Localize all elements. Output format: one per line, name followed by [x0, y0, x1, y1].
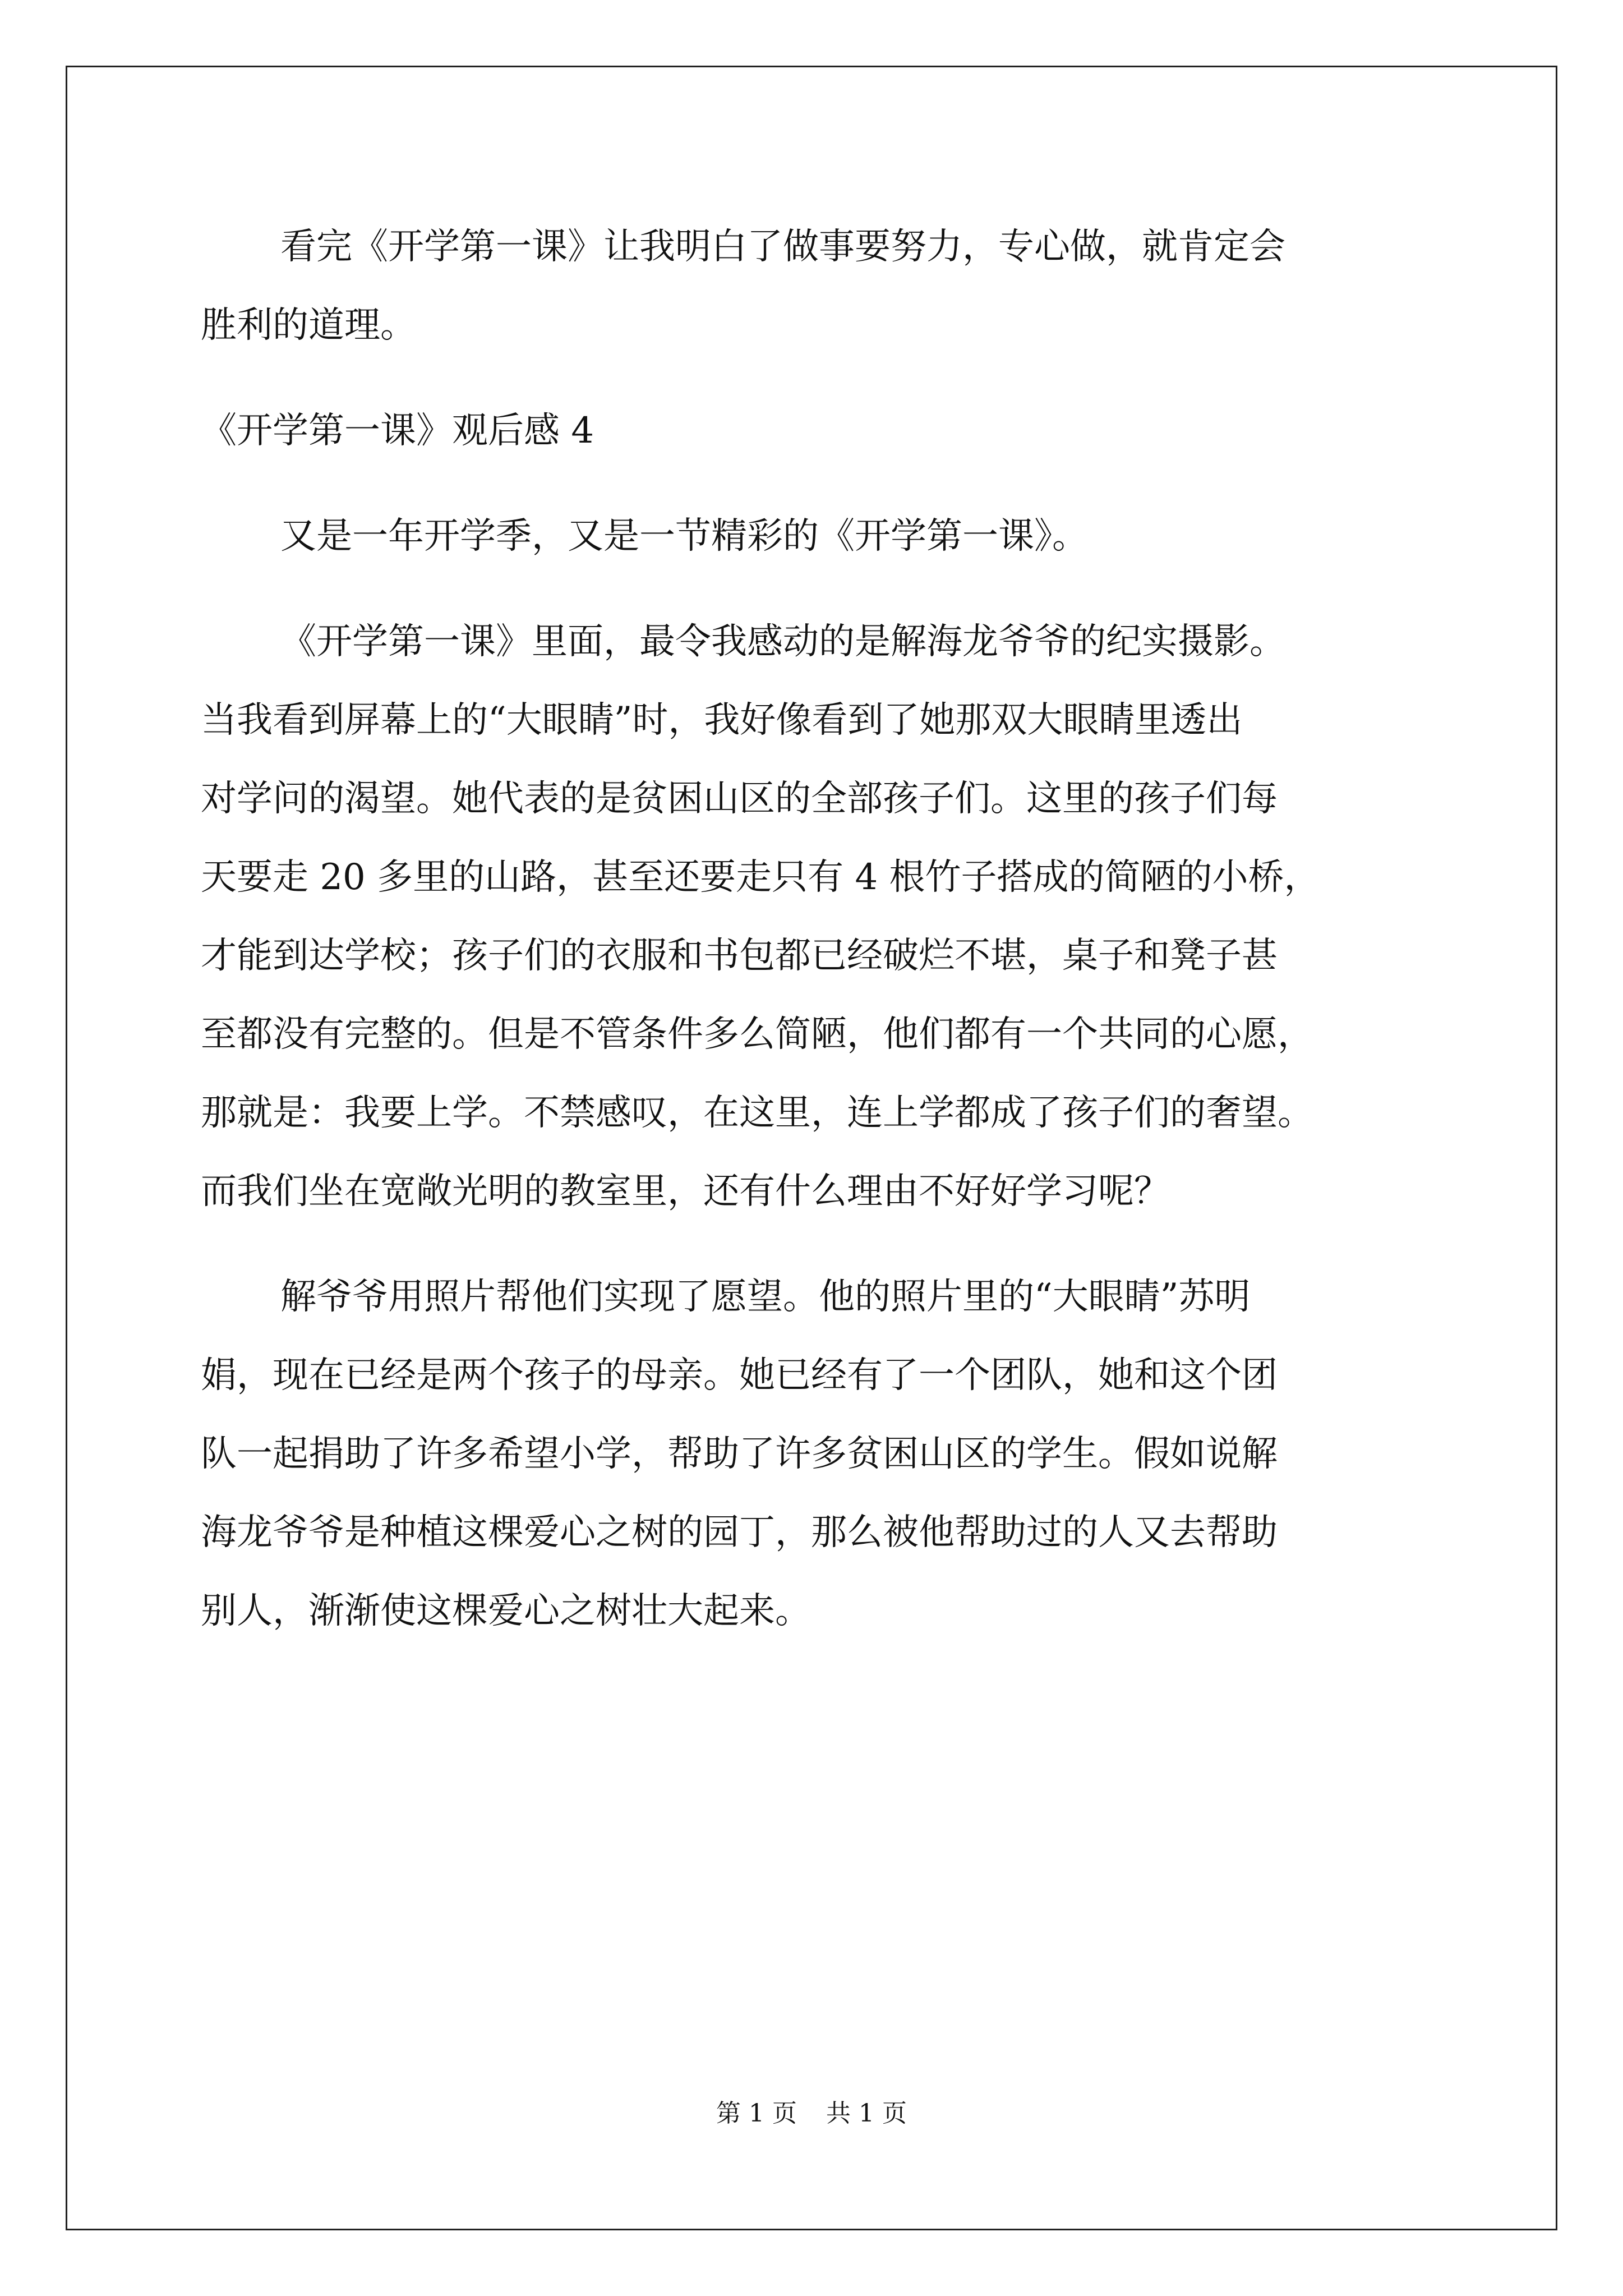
paragraph-line: 看完《开学第一课》让我明白了做事要努力，专心做，就肯定会 — [280, 226, 1285, 268]
paragraph-line: 对学问的渴望。她代表的是贫困山区的全部孩子们。这里的孩子们每 — [201, 778, 1278, 820]
paragraph-line: 海龙爷爷是种植这棵爱心之树的园丁，那么被他帮助过的人又去帮助 — [201, 1512, 1278, 1553]
paragraph-line: 队一起捐助了许多希望小学，帮助了许多贫困山区的学生。假如说解 — [201, 1433, 1278, 1475]
paragraph-line: 胜利的道理。 — [201, 305, 416, 346]
paragraph-line: 至都没有完整的。但是不管条件多么简陋，他们都有一个共同的心愿， — [201, 1014, 1313, 1055]
page-number: 第 1 页 — [716, 2099, 797, 2128]
paragraph-line: 才能到达学校；孩子们的衣服和书包都已经破烂不堪，桌子和凳子甚 — [201, 935, 1278, 977]
paragraph-line: 又是一年开学季，又是一节精彩的《开学第一课》。 — [280, 516, 1088, 557]
paragraph-line: 而我们坐在宽敞光明的教室里，还有什么理由不好好学习呢？ — [201, 1171, 1170, 1212]
document-body — [201, 208, 1451, 1650]
paragraph-line: 天要走 20 多里的山路，甚至还要走只有 4 根竹子搭成的简陋的小桥， — [201, 857, 1320, 898]
paragraph-line: 别人，渐渐使这棵爱心之树壮大起来。 — [201, 1590, 811, 1632]
page-footer — [0, 2097, 1623, 2131]
paragraph-line: 那就是：我要上学。不禁感叹，在这里，连上学都成了孩子们的奢望。 — [201, 1092, 1313, 1134]
paragraph-line: 当我看到屏幕上的“大眼睛”时，我好像看到了她那双大眼睛里透出 — [201, 700, 1243, 741]
page-total: 共 1 页 — [826, 2099, 907, 2128]
section-heading: 《开学第一课》观后感 4 — [201, 410, 594, 452]
paragraph-line: 娟，现在已经是两个孩子的母亲。她已经有了一个团队，她和这个团 — [201, 1355, 1278, 1396]
paragraph-line: 解爷爷用照片帮他们实现了愿望。他的照片里的“大眼睛”苏明 — [280, 1276, 1251, 1318]
paragraph-line: 《开学第一课》里面，最令我感动的是解海龙爷爷的纪实摄影。 — [280, 621, 1285, 662]
